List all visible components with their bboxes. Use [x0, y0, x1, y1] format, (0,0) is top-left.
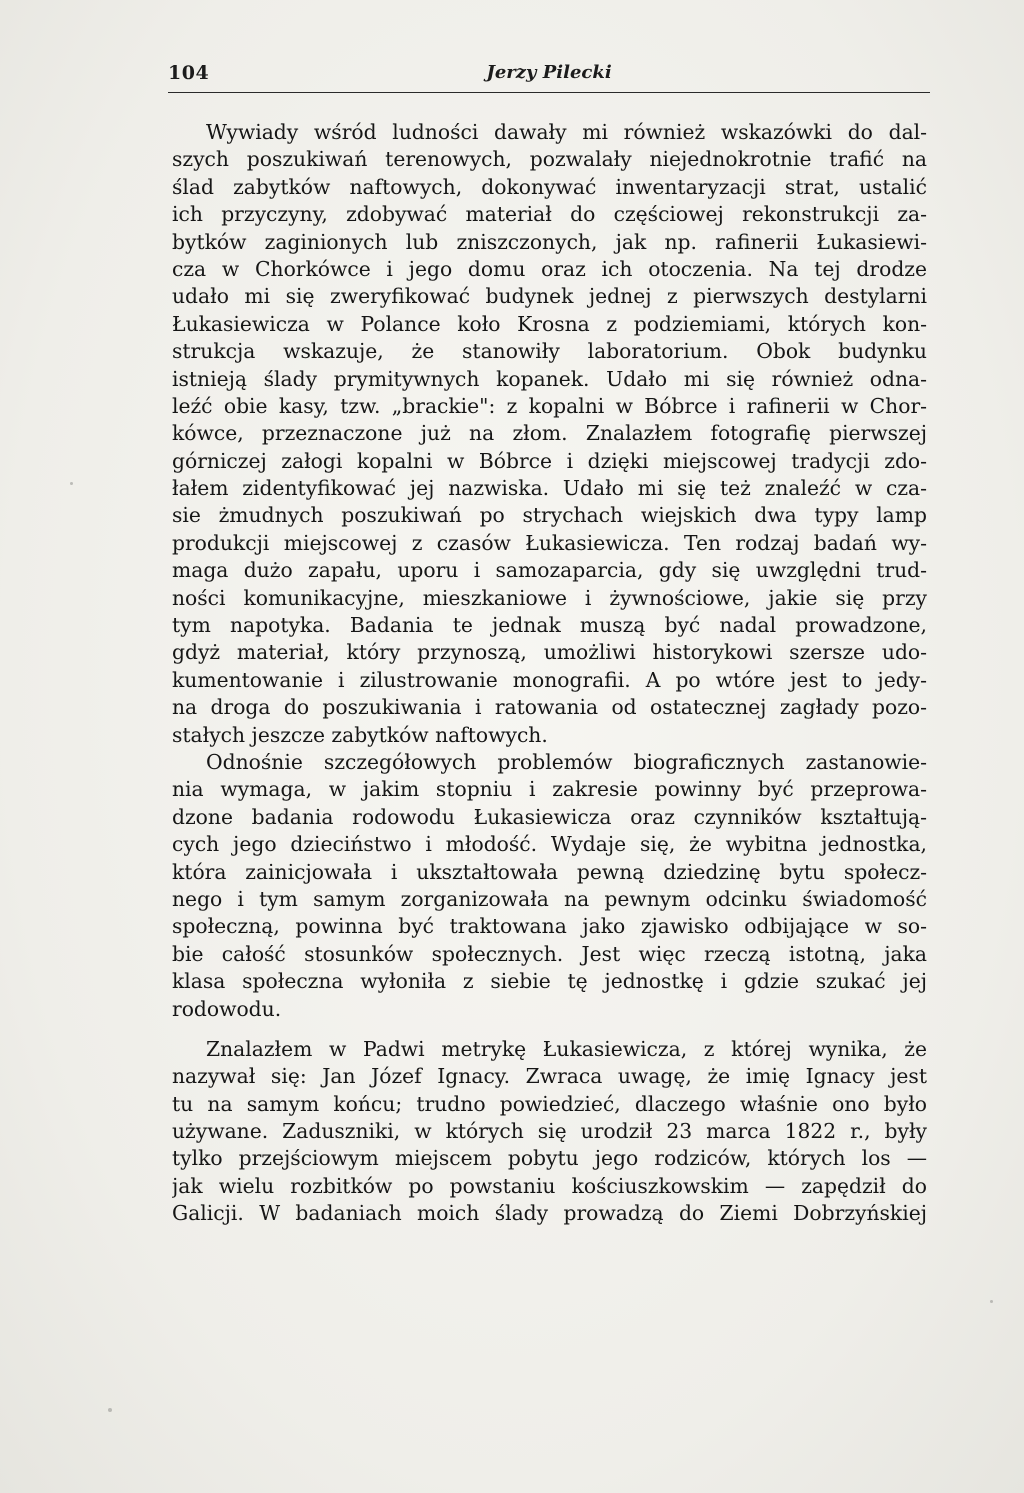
text-line: stałych jeszcze zabytków naftowych.: [172, 722, 548, 747]
text-line: cza w Chorkówce i jego domu oraz ich otoczenia. Na tej drodze: [172, 256, 927, 281]
text-line: na droga do poszukiwania i ratowania od ostatecznej zagłady pozo-: [172, 695, 927, 720]
text-line: Znalazłem w Padwi metrykę Łukasiewicza, z której wynika, że: [206, 1036, 927, 1061]
text-line: Odnośnie szczegółowych problemów biograficznych zastanowie-: [206, 749, 927, 774]
text-line: rodowodu.: [172, 996, 282, 1021]
text-line: cych jego dzieciństwo i młodość. Wydaje się, że wybitna jednostka,: [172, 832, 927, 857]
text-line: która zainicjowała i ukształtowała pewną dziedzinę bytu społecz-: [172, 859, 927, 884]
text-line: klasa społeczna wyłoniła z siebie tę jednostkę i gdzie szukać jej: [172, 969, 927, 994]
text-line: łałem zidentyfikować jej nazwiska. Udało mi się też znaleźć w cza-: [172, 476, 927, 501]
text-line: sie żmudnych poszukiwań po strychach wiejskich dwa typy lamp: [172, 503, 927, 528]
paragraph: [172, 1036, 927, 1228]
body-text: [172, 119, 927, 1228]
text-line: tym napotyka. Badania te jednak muszą być nadal prowadzone,: [172, 613, 927, 638]
text-line: leźć obie kasy, tzw. „brackie": z kopalni w Bóbrce i rafinerii w Chor-: [172, 393, 927, 418]
running-title: Jerzy Pilecki: [486, 62, 612, 83]
text-line: używane. Zaduszniki, w których się urodził 23 marca 1822 r., były: [172, 1119, 927, 1144]
text-line: gdyż materiał, który przynoszą, umożliwi historykowi szersze udo-: [172, 640, 927, 665]
text-line: szych poszukiwań terenowych, pozwalały niejednokrotnie trafić na: [172, 147, 927, 172]
text-line: górniczej załogi kopalni w Bóbrce i dzięki miejscowej tradycji zdo-: [172, 448, 927, 473]
text-line: bytków zaginionych lub zniszczonych, jak np. rafinerii Łukasiewi-: [172, 229, 927, 254]
text-line: kówce, przeznaczone już na złom. Znalazłem fotografię pierwszej: [172, 421, 927, 446]
text-line: istnieją ślady prymitywnych kopanek. Udało mi się również odna-: [172, 366, 927, 391]
text-line: dzone badania rodowodu Łukasiewicza oraz czynników kształtują-: [172, 804, 927, 829]
text-line: ności komunikacyjne, mieszkaniowe i żywnościowe, jakie się przy: [172, 585, 927, 610]
text-line: społeczną, powinna być traktowana jako zjawisko odbijające w so-: [172, 914, 927, 939]
text-line: bie całość stosunków społecznych. Jest więc rzeczą istotną, jaka: [172, 941, 927, 966]
paragraph-gap: [172, 1023, 927, 1036]
text-line: kumentowanie i zilustrowanie monografii. A po wtóre jest to jedy-: [172, 667, 927, 692]
text-line: udało mi się zweryfikować budynek jednej z pierwszych destylarni: [172, 284, 927, 309]
text-line: tylko przejściowym miejscem pobytu jego rodziców, których los —: [172, 1146, 927, 1171]
page-number: 104: [168, 62, 210, 84]
text-line: strukcja wskazuje, że stanowiły laboratorium. Obok budynku: [172, 339, 927, 364]
paper-speck: [990, 1300, 993, 1303]
paragraph: [172, 119, 927, 749]
text-line: ich przyczyny, zdobywać materiał do częściowej rekonstrukcji za-: [172, 202, 927, 227]
running-head: [168, 62, 930, 93]
text-line: tu na samym końcu; trudno powiedzieć, dlaczego właśnie ono było: [172, 1091, 927, 1116]
text-line: Łukasiewicza w Polance koło Krosna z podziemiami, których kon-: [172, 311, 927, 336]
text-line: produkcji miejscowej z czasów Łukasiewicza. Ten rodzaj badań wy-: [172, 530, 927, 555]
text-line: Galicji. W badaniach moich ślady prowadzą do Ziemi Dobrzyńskiej: [172, 1201, 927, 1226]
text-line: nego i tym samym zorganizowała na pewnym odcinku świadomość: [172, 886, 927, 911]
text-line: nia wymaga, w jakim stopniu i zakresie powinny być przeprowa-: [172, 777, 927, 802]
paper-speck: [70, 482, 73, 485]
paper-speck: [108, 1408, 112, 1412]
paragraph: [172, 749, 927, 1023]
text-line: maga dużo zapału, uporu i samozaparcia, gdy się uwzględni trud-: [172, 558, 927, 583]
text-line: nazywał się: Jan Józef Ignacy. Zwraca uwagę, że imię Ignacy jest: [172, 1064, 927, 1089]
text-line: ślad zabytków naftowych, dokonywać inwentaryzacji strat, ustalić: [172, 174, 927, 199]
text-line: Wywiady wśród ludności dawały mi również wskazówki do dal-: [206, 120, 927, 144]
text-line: jak wielu rozbitków po powstaniu kościuszkowskim — zapędził do: [172, 1173, 927, 1198]
